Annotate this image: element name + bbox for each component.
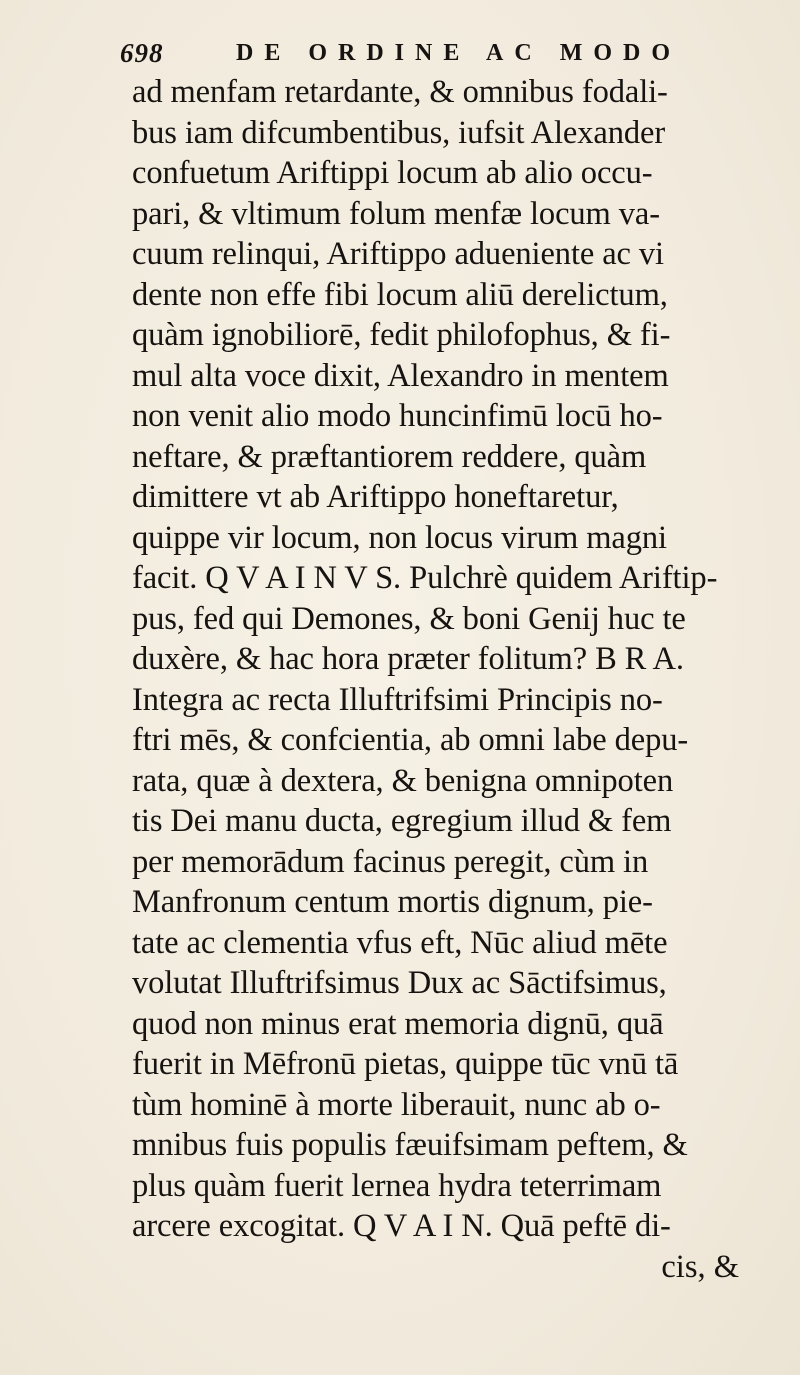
text-line: arcere excogitat. Q V A I N. Quā peftē di- [132, 1208, 671, 1244]
text-line: per memorādum facinus peregit, cùm in [132, 843, 649, 880]
text-line: tate ac clementia vfus eft, Nūc aliud mēte [132, 924, 668, 961]
text-line: quàm ignobiliorē, fedit philofophus, & fi- [132, 317, 671, 353]
text-line: plus quàm fuerit lernea hydra teterrimam [132, 1167, 662, 1204]
text-line: Manfronum centum mortis dignum, pie- [132, 884, 653, 920]
text-line: non venit alio modo huncinfimū locū ho- [132, 398, 663, 434]
text-line: mnibus fuis populis fæuifsimam peftem, & [132, 1127, 688, 1163]
text-line: confuetum Ariftippi locum ab alio occu- [132, 155, 653, 191]
text-line: mul alta voce dixit, Alexandro in mentem [132, 357, 669, 394]
text-line: ad menfam retardante, & omnibus fodali- [132, 74, 668, 110]
text-line: pus, fed qui Demones, & boni Genij huc te [132, 600, 686, 637]
text-line: tis Dei manu ducta, egregium illud & fem [132, 803, 672, 839]
text-line: quod non minus erat memoria dignū, quā [132, 1005, 664, 1042]
text-line: tùm hominē à morte liberauit, nunc ab o- [132, 1086, 661, 1123]
text-line: facit. Q V A I N V S. Pulchrè quidem Ariftip- [132, 560, 718, 596]
text-line: volutat Illuftrifsimus Dux ac Sāctifsimus, [132, 965, 667, 1001]
text-line: dente non effe fibi locum aliū derelictum, [132, 276, 668, 313]
running-title: DE ORDINE AC MODO [236, 40, 682, 66]
text-line: neftare, & præftantiorem reddere, quàm [132, 438, 647, 475]
text-line: ftri mēs, & confcientia, ab omni labe depu- [132, 722, 689, 758]
main-text [132, 72, 797, 1287]
page-number: 698 [120, 38, 164, 68]
text-line: rata, quæ à dextera, & benigna omnipoten [132, 762, 674, 799]
text-line: pari, & vltimum folum menfæ locum va- [132, 195, 660, 232]
text-line: quippe vir locum, non locus virum magni [132, 519, 667, 556]
text-line: Integra ac recta Illuftrifsimi Principis no- [132, 681, 663, 718]
text-line: fuerit in Mēfronū pietas, quippe tūc vnū tā [132, 1046, 679, 1082]
text-line: bus iam difcumbentibus, iufsit Alexander [132, 114, 666, 151]
text-line: duxère, & hac hora præter folitum? B R A. [132, 641, 684, 677]
text-line: dimittere vt ab Ariftippo honeftaretur, [132, 479, 619, 515]
text-line: cuum relinqui, Ariftippo adueniente ac vi [132, 236, 664, 272]
catchword: cis, & [661, 1248, 739, 1285]
